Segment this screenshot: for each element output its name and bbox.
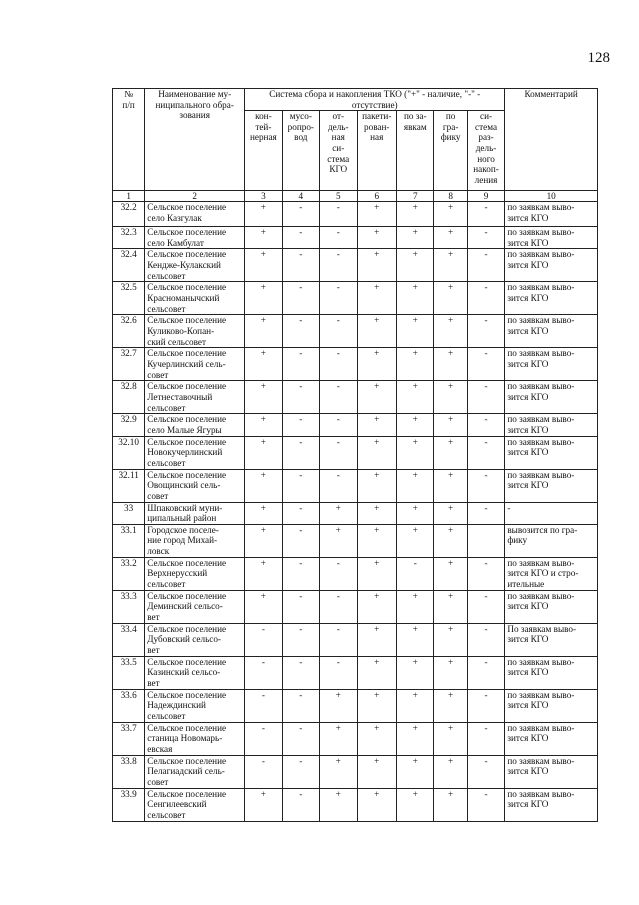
system-mark: - [282, 202, 319, 227]
system-mark: - [467, 414, 505, 436]
system-mark: - [467, 469, 505, 502]
system-mark: + [357, 755, 397, 788]
system-mark: - [282, 348, 319, 381]
system-mark: - [320, 557, 357, 590]
system-mark: - [282, 502, 319, 524]
system-mark: - [467, 202, 505, 227]
system-mark: + [357, 722, 397, 755]
column-number: 5 [320, 191, 357, 202]
comment-cell: по заявкам выво- зится КГО [505, 249, 598, 282]
comment-cell: По заявкам выво- зится КГО [505, 623, 598, 656]
system-mark: + [434, 282, 467, 315]
municipality-name: Сельское поселение Новокучерлинский сельсовет [145, 436, 245, 469]
system-mark [467, 524, 505, 557]
system-mark: + [434, 689, 467, 722]
row-number: 32.3 [113, 227, 145, 249]
municipality-name: Шпаковский муни- ципальный район [145, 502, 245, 524]
system-mark: + [397, 282, 434, 315]
table-row [113, 282, 598, 315]
system-mark: + [245, 524, 282, 557]
system-mark: + [320, 689, 357, 722]
row-number: 32.9 [113, 414, 145, 436]
column-number-row [113, 191, 598, 202]
table-row [113, 414, 598, 436]
system-mark: + [434, 656, 467, 689]
system-mark: - [397, 557, 434, 590]
system-mark: - [320, 623, 357, 656]
system-mark: + [245, 227, 282, 249]
system-mark: + [320, 524, 357, 557]
system-mark: + [397, 722, 434, 755]
system-mark: - [467, 249, 505, 282]
header-num: № п/п [113, 89, 145, 191]
system-mark: - [467, 755, 505, 788]
system-mark: + [357, 557, 397, 590]
comment-cell: по заявкам выво- зится КГО [505, 381, 598, 414]
municipality-name: Сельское поселение село Камбулат [145, 227, 245, 249]
table-row [113, 788, 598, 821]
row-number: 32.4 [113, 249, 145, 282]
system-mark: - [320, 227, 357, 249]
comment-cell: по заявкам выво- зится КГО [505, 656, 598, 689]
system-mark: - [320, 414, 357, 436]
system-mark: + [434, 227, 467, 249]
system-mark: + [434, 381, 467, 414]
comment-cell: по заявкам выво- зится КГО [505, 469, 598, 502]
system-mark: - [467, 227, 505, 249]
system-mark: - [245, 755, 282, 788]
system-mark: - [282, 381, 319, 414]
system-mark: + [245, 381, 282, 414]
comment-cell: по заявкам выво- зится КГО [505, 414, 598, 436]
table-row [113, 722, 598, 755]
table-row [113, 202, 598, 227]
waste-collection-table [112, 88, 598, 822]
system-mark: - [320, 590, 357, 623]
system-mark: + [434, 315, 467, 348]
system-mark: + [245, 436, 282, 469]
system-mark: + [397, 348, 434, 381]
comment-cell: по заявкам выво- зится КГО и стро- ительные [505, 557, 598, 590]
row-number: 33 [113, 502, 145, 524]
system-mark: + [357, 227, 397, 249]
table-row [113, 590, 598, 623]
table-row [113, 623, 598, 656]
comment-cell: по заявкам выво- зится КГО [505, 227, 598, 249]
row-number: 33.8 [113, 755, 145, 788]
system-mark: - [282, 249, 319, 282]
system-mark: - [467, 381, 505, 414]
system-mark: + [357, 656, 397, 689]
system-mark: + [245, 348, 282, 381]
system-mark: + [434, 502, 467, 524]
system-mark: + [245, 249, 282, 282]
system-mark: - [467, 788, 505, 821]
system-mark: + [397, 202, 434, 227]
system-mark: - [245, 689, 282, 722]
comment-cell: по заявкам выво- зится КГО [505, 348, 598, 381]
system-mark: + [434, 348, 467, 381]
system-mark: - [245, 623, 282, 656]
column-number: 10 [505, 191, 598, 202]
system-mark: + [357, 502, 397, 524]
system-mark: + [434, 524, 467, 557]
comment-cell: по заявкам выво- зится КГО [505, 202, 598, 227]
column-number: 6 [357, 191, 397, 202]
system-mark: - [467, 436, 505, 469]
system-mark: + [245, 469, 282, 502]
system-mark: + [397, 755, 434, 788]
system-mark: + [357, 590, 397, 623]
system-mark: - [467, 656, 505, 689]
system-mark: - [245, 656, 282, 689]
system-mark: - [282, 755, 319, 788]
system-mark: + [245, 414, 282, 436]
system-mark: - [320, 469, 357, 502]
system-mark: + [357, 623, 397, 656]
system-mark: + [434, 722, 467, 755]
system-mark: + [357, 381, 397, 414]
system-mark: - [282, 524, 319, 557]
column-number: 7 [397, 191, 434, 202]
municipality-name: Сельское поселение Летнеставочный сельсовет [145, 381, 245, 414]
system-mark: + [357, 414, 397, 436]
table-row [113, 656, 598, 689]
municipality-name: Сельское поселение Кучерлинский сель- совет [145, 348, 245, 381]
system-mark: - [467, 623, 505, 656]
system-mark: + [357, 202, 397, 227]
row-number: 32.7 [113, 348, 145, 381]
comment-cell: по заявкам выво- зится КГО [505, 755, 598, 788]
system-mark: - [467, 348, 505, 381]
system-mark: - [320, 656, 357, 689]
municipality-name: Сельское поселение Верхнерусский сельсовет [145, 557, 245, 590]
system-mark: - [320, 381, 357, 414]
system-mark: + [434, 623, 467, 656]
system-mark: + [434, 469, 467, 502]
system-mark: - [282, 469, 319, 502]
system-mark: + [320, 788, 357, 821]
system-mark: + [357, 348, 397, 381]
system-mark: + [397, 381, 434, 414]
header-on-schedule: по гра- фику [434, 111, 467, 191]
system-mark: - [245, 722, 282, 755]
header-separate-kgo: от- дель- ная си- стема КГО [320, 111, 357, 191]
municipality-name: Сельское поселение Деминский сельсо- вет [145, 590, 245, 623]
system-mark: - [282, 436, 319, 469]
system-mark: - [320, 348, 357, 381]
system-mark: - [467, 689, 505, 722]
system-mark: - [282, 788, 319, 821]
column-number: 4 [282, 191, 319, 202]
municipality-name: Сельское поселение Дубовский сельсо- вет [145, 623, 245, 656]
table-row [113, 436, 598, 469]
table-row [113, 249, 598, 282]
system-mark: - [282, 557, 319, 590]
system-mark: + [245, 202, 282, 227]
system-mark: + [397, 502, 434, 524]
table-row [113, 348, 598, 381]
system-mark: + [357, 469, 397, 502]
table-row [113, 689, 598, 722]
column-number: 2 [145, 191, 245, 202]
row-number: 33.3 [113, 590, 145, 623]
system-mark: - [282, 414, 319, 436]
table-row [113, 502, 598, 524]
table-row [113, 381, 598, 414]
system-mark: + [320, 722, 357, 755]
municipality-name: Сельское поселение Казинский сельсо- вет [145, 656, 245, 689]
row-number: 33.9 [113, 788, 145, 821]
municipality-name: Сельское поселение станица Новомарь- евская [145, 722, 245, 755]
system-mark: + [357, 315, 397, 348]
system-mark: + [320, 502, 357, 524]
row-number: 32.11 [113, 469, 145, 502]
municipality-name: Сельское поселение Овощинский сель- совет [145, 469, 245, 502]
system-mark: - [467, 557, 505, 590]
system-mark: - [467, 282, 505, 315]
system-mark: + [320, 755, 357, 788]
system-mark: + [357, 436, 397, 469]
comment-cell: вывозится по гра- фику [505, 524, 598, 557]
system-mark: + [397, 249, 434, 282]
comment-cell: по заявкам выво- зится КГО [505, 436, 598, 469]
page-number: 128 [587, 50, 610, 66]
comment-cell: - [505, 502, 598, 524]
row-number: 32.2 [113, 202, 145, 227]
system-mark: - [282, 722, 319, 755]
system-mark: + [434, 436, 467, 469]
header-row-group [113, 89, 598, 111]
header-system-group: Система сбора и накопления ТКО ("+" - наличие, "-" - отсутствие) [245, 89, 505, 111]
column-number: 3 [245, 191, 282, 202]
system-mark: - [467, 315, 505, 348]
system-mark: - [320, 282, 357, 315]
table-row [113, 227, 598, 249]
row-number: 32.6 [113, 315, 145, 348]
system-mark: - [282, 623, 319, 656]
header-garbage-chute: мусо- ропро- вод [282, 111, 319, 191]
system-mark: + [245, 788, 282, 821]
system-mark: + [245, 315, 282, 348]
system-mark: + [434, 557, 467, 590]
system-mark: + [357, 689, 397, 722]
system-mark: + [245, 502, 282, 524]
system-mark: + [357, 788, 397, 821]
system-mark: + [434, 414, 467, 436]
system-mark: + [245, 282, 282, 315]
header-container: кон- тей- нерная [245, 111, 282, 191]
system-mark: + [357, 524, 397, 557]
system-mark: + [397, 788, 434, 821]
municipality-name: Сельское поселение село Казгулак [145, 202, 245, 227]
municipality-name: Сельское поселение Сенгилеевский сельсовет [145, 788, 245, 821]
comment-cell: по заявкам выво- зится КГО [505, 722, 598, 755]
system-mark: - [467, 722, 505, 755]
system-mark: + [397, 436, 434, 469]
comment-cell: по заявкам выво- зится КГО [505, 590, 598, 623]
system-mark: + [434, 788, 467, 821]
system-mark: + [357, 282, 397, 315]
municipality-name: Городское поселе- ние город Михай- ловск [145, 524, 245, 557]
municipality-name: Сельское поселение село Малые Ягуры [145, 414, 245, 436]
system-mark: + [397, 689, 434, 722]
column-number: 9 [467, 191, 505, 202]
system-mark: + [434, 755, 467, 788]
system-mark: + [434, 590, 467, 623]
header-comment: Комментарий [505, 89, 598, 191]
comment-cell: по заявкам выво- зится КГО [505, 788, 598, 821]
header-name: Наименование му- ниципального обра- зования [145, 89, 245, 191]
comment-cell: по заявкам выво- зится КГО [505, 282, 598, 315]
system-mark: - [282, 689, 319, 722]
system-mark: - [467, 502, 505, 524]
system-mark: - [282, 590, 319, 623]
column-number: 8 [434, 191, 467, 202]
row-number: 33.7 [113, 722, 145, 755]
municipality-name: Сельское поселение Пелагиадский сель- совет [145, 755, 245, 788]
table-row [113, 755, 598, 788]
system-mark: + [397, 590, 434, 623]
system-mark: - [320, 315, 357, 348]
system-mark: - [282, 315, 319, 348]
comment-cell: по заявкам выво- зится КГО [505, 315, 598, 348]
table-row [113, 315, 598, 348]
system-mark: - [282, 656, 319, 689]
municipality-name: Сельское поселение Надеждинский сельсовет [145, 689, 245, 722]
table-row [113, 469, 598, 502]
row-number: 33.6 [113, 689, 145, 722]
system-mark: + [245, 557, 282, 590]
system-mark: - [320, 436, 357, 469]
system-mark: + [397, 469, 434, 502]
row-number: 32.5 [113, 282, 145, 315]
system-mark: - [282, 282, 319, 315]
system-mark: + [397, 623, 434, 656]
header-on-request: по за- явкам [397, 111, 434, 191]
row-number: 32.10 [113, 436, 145, 469]
system-mark: + [397, 315, 434, 348]
header-separate-collection: си- стема раз- дель- ного накоп- ления [467, 111, 505, 191]
municipality-name: Сельское поселение Красноманычский сельсовет [145, 282, 245, 315]
system-mark: - [282, 227, 319, 249]
comment-cell: по заявкам выво- зится КГО [505, 689, 598, 722]
system-mark: - [467, 590, 505, 623]
system-mark: + [434, 202, 467, 227]
system-mark: + [434, 249, 467, 282]
row-number: 33.2 [113, 557, 145, 590]
row-number: 33.1 [113, 524, 145, 557]
system-mark: + [245, 590, 282, 623]
row-number: 32.8 [113, 381, 145, 414]
municipality-name: Сельское поселение Куликово-Копан- ский сельсовет [145, 315, 245, 348]
table-row [113, 557, 598, 590]
system-mark: + [357, 249, 397, 282]
system-mark: + [397, 414, 434, 436]
row-number: 33.5 [113, 656, 145, 689]
system-mark: + [397, 524, 434, 557]
table-row [113, 524, 598, 557]
column-number: 1 [113, 191, 145, 202]
system-mark: - [320, 249, 357, 282]
municipality-name: Сельское поселение Кендже-Кулакский сельсовет [145, 249, 245, 282]
row-number: 33.4 [113, 623, 145, 656]
system-mark: + [397, 227, 434, 249]
header-bagged: пакети- рован- ная [357, 111, 397, 191]
system-mark: - [320, 202, 357, 227]
system-mark: + [397, 656, 434, 689]
